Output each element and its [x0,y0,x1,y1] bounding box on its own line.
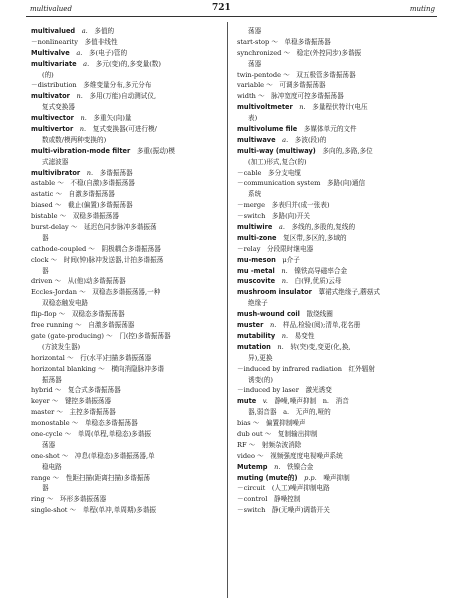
definition-text: 静噪,噪声抑制 n. 消音 [274,397,349,406]
entry-continuation [31,483,227,494]
definition-text: －control 静噪控制 [237,495,301,504]
entry-continuation [237,353,437,364]
sub-entry [31,287,227,298]
dictionary-entry [237,124,437,135]
definition-text: (的) [42,70,54,79]
entry-continuation [31,135,227,146]
definition-text: gate (gate-producing) ～ 门(控)多谐振荡器 [31,331,171,340]
definition-text: －induced by laser 激光诱变 [237,386,332,395]
definition-text: 多谐振荡器 [99,168,133,177]
sub-entry [31,189,227,200]
part-of-speech: n. [80,114,87,123]
definition-text: bias ～ 偏置抑制噪声 [237,419,306,428]
dictionary-entry [237,276,437,287]
sub-entry [237,48,437,59]
dictionary-entry [237,222,437,233]
running-head-left: multivalued [30,5,72,13]
definition-text: 镍铁高导磁率合金 [294,266,348,275]
headword: multi-zone [237,233,277,242]
part-of-speech: n. [76,92,83,101]
dictionary-entry [237,287,437,298]
page-header [0,0,449,18]
sub-entry [31,80,227,91]
sub-entry [237,505,437,516]
definition-text: keyer ～ 键控多谐振荡器 [31,397,112,406]
definition-text: variable ～ 可调多谐振荡器 [237,81,326,90]
definition-text: 蕈裙式绝缘子,蘑菇式 [318,288,380,297]
sub-entry [31,385,227,396]
definition-text: 荡器 [248,59,262,68]
definition-text: －merge 多表归并(成一张表) [237,201,330,210]
definition-text: 器 [42,266,49,275]
sub-entry [31,505,227,516]
definition-text: burst-delay ～ 延迟色同步脉冲多谐振荡 [31,223,157,232]
definition-text: 复式变换器 [42,103,75,112]
sub-entry [31,320,227,331]
definition-text: start-stop ～ 单稳多谐振荡器 [237,37,331,46]
definition-text: 振荡器 [42,375,62,384]
definition-text: 式滤波器 [42,157,69,166]
part-of-speech: n. [269,321,277,330]
definition-text: clock ～ 时间(钟)脉冲发送器,计拍多谐振荡 [31,255,164,264]
definition-text: monostable ～ 单稳态多谐振荡器 [31,419,138,428]
dictionary-entry [237,135,437,146]
entry-continuation [237,113,437,124]
sub-entry [237,211,437,222]
definition-text: 白(钾,优质)云母 [294,277,342,286]
sub-entry [31,396,227,407]
headword: multivector [31,114,74,123]
entry-continuation [237,375,437,386]
definition-text: 复式变换器(可进行模/ [92,125,157,134]
headword: multivolume file [237,125,298,134]
definition-text: 易变性 [294,331,315,340]
definition-text: master ～ 主控多谐振荡器 [31,408,116,417]
dictionary-entry [31,168,227,179]
definition-text: biased ～ 截止(偏置)多谐振荡器 [31,201,133,210]
entry-continuation [31,266,227,277]
headword: multiwire [237,223,273,232]
part-of-speech: p.p. [304,473,317,482]
definition-text: 多元(变)的,多变量(数) [95,59,161,68]
sub-entry [31,451,227,462]
headword: multivalued [31,27,76,35]
definition-text: 多媒体单元的文件 [303,125,357,134]
sub-entry [31,200,227,211]
headword: multivertor [31,125,74,134]
definition-text: μ介子 [282,255,300,264]
headword: mute [237,397,257,406]
sub-entry [31,407,227,418]
entry-continuation [31,462,227,473]
headword: mutation [237,342,271,351]
headword: multivator [31,92,70,101]
sub-entry [237,70,437,81]
definition-text: －induced by infrared radiation 红外辐射 [237,364,375,373]
sub-entry [237,91,437,102]
definition-text: (方波发生器) [42,342,81,351]
sub-entry [31,222,227,233]
sub-entry [31,276,227,287]
dictionary-entry [237,473,437,484]
definition-text: 多重(振动)模 [136,146,175,155]
part-of-speech: a. [81,27,88,35]
headword: multivoltmeter [237,103,293,112]
part-of-speech: n. [281,266,288,275]
part-of-speech: v. [262,397,268,406]
definition-text: free running ～ 自激多谐振荡器 [31,321,135,330]
definition-text: 表) [248,114,258,123]
entry-continuation [31,70,227,81]
sub-entry [31,309,227,320]
part-of-speech: n. [281,277,289,286]
definition-text: astable ～ 不稳(自激)多谐振荡器 [31,179,135,188]
definition-text: －distribution 多维变量分布,多元分布 [31,81,152,90]
sub-entry [31,255,227,266]
definition-text: 噪声抑制 [323,473,350,482]
definition-text: 多(电子)管的 [88,48,128,57]
dictionary-entry [237,146,437,157]
dictionary-entry [31,91,227,102]
sub-entry [31,429,227,440]
definition-text: 转(突)变,变更(化,换, [290,342,351,351]
definition-text: 荡器 [42,440,56,449]
definition-text: 数或数/模两种变换的) [42,135,107,144]
dictionary-entry [31,113,227,124]
headword: mu -metal [237,266,275,275]
definition-text: dub out ～ 复制输出抑制 [237,429,318,438]
sub-entry [237,80,437,91]
part-of-speech: a. [83,59,90,68]
headword: multi-way (multiway) [237,146,316,155]
headword: multiwave [237,135,276,144]
headword: Mutemp [237,462,268,471]
dictionary-entry [31,59,227,70]
definition-text: Eccles-Jordan ～ 双稳态多谐振荡器,一种 [31,288,161,297]
definition-text: 荡器 [248,27,262,35]
sub-entry [31,244,227,255]
definition-text: single-shot ～ 单程(单冲,单周期)多谐振 [31,506,156,515]
part-of-speech: n. [299,103,306,112]
sub-entry [31,353,227,364]
part-of-speech: a. [76,48,83,57]
entry-continuation [31,298,227,309]
sub-entry [31,473,227,484]
headword: multi-vibration-mode filter [31,146,131,155]
definition-text: －communication system 多路(向)通信 [237,179,366,188]
part-of-speech: n. [79,125,87,134]
part-of-speech: n. [281,331,289,340]
definition-text: 复区带,多区的,多域的 [283,233,347,242]
dictionary-entry [237,320,437,331]
definition-text: one-cycle ～ 单周(单程,单稳态)多谐振 [31,429,151,438]
dictionary-entry [31,48,227,59]
definition-text: hybrid ～ 复合式多谐振荡器 [31,386,121,395]
sub-entry [31,418,227,429]
definition-text: 多用(万能)自动测试仪, [89,92,157,101]
definition-text: (加工)形式,复合(的) [248,157,307,166]
sub-entry [237,494,437,505]
definition-text: width ～ 脉冲宽度可控多谐振荡器 [237,92,344,101]
definition-text: 多向的,多路,多位 [322,146,373,155]
entry-continuation [237,189,437,200]
headword: multivibrator [31,168,81,177]
sub-entry [237,440,437,451]
sub-entry [237,200,437,211]
definition-text: ring ～ 环形多谐振荡器 [31,495,107,504]
definition-text: －nonlinearity 多值非线性 [31,37,118,46]
entry-continuation [31,342,227,353]
dictionary-entry [237,331,437,342]
dictionary-entry [31,124,227,135]
entry-continuation [31,102,227,113]
column-divider [227,22,228,598]
header-rule [26,16,437,17]
definition-text: driven ～ 从(他)动多谐振荡器 [31,277,126,286]
definition-text: 系统 [248,190,262,199]
definition-text: 绝缘子 [248,299,268,308]
definition-text: 诱变(的) [248,375,273,384]
sub-entry [31,331,227,342]
sub-entry [31,494,227,505]
running-head-right: muting [409,5,435,13]
right-column [237,26,437,516]
definition-text: －relay 分段限时继电器 [237,244,314,253]
entry-continuation [237,298,437,309]
dictionary-entry [237,462,437,473]
definition-text: bistable ～ 双稳多谐振荡器 [31,212,119,221]
dictionary-entry [237,266,437,277]
sub-entry [31,37,227,48]
headword: muscovite [237,277,276,286]
part-of-speech: n. [274,462,281,471]
definition-text: 稳电路 [42,462,62,471]
sub-entry [237,385,437,396]
entry-continuation [31,157,227,168]
definition-text: RF ～ 射频杂波消除 [237,440,302,449]
entry-continuation [31,375,227,386]
dictionary-entry [237,255,437,266]
definition-text: 多线的,多股的,复线的 [291,223,356,232]
headword: multivariate [31,59,77,68]
definition-text: 异),更换 [248,353,273,362]
definition-text: 器 [42,484,49,493]
definition-text: －switch 静(无噪声)调谐开关 [237,506,330,515]
sub-entry [237,37,437,48]
part-of-speech: n. [86,168,94,177]
definition-text: 器 [42,233,49,242]
headword: mutability [237,331,276,340]
dictionary-entry [31,146,227,157]
definition-text: synchronized ～ 稳定(外控同步)多谐振 [237,48,362,57]
definition-text: range ～ 性距扫描(距离扫描)多谐振荡 [31,473,151,482]
headword: muting (mute的) [237,473,298,482]
sub-entry [237,418,437,429]
sub-entry [237,483,437,494]
dictionary-entry [237,102,437,113]
definition-text: 多波(段)的 [294,135,327,144]
dictionary-entry [237,396,437,407]
sub-entry [237,364,437,375]
definition-text: 器,弱音器 a. 无声的,哑的 [248,408,331,417]
dictionary-entry [237,342,437,353]
sub-entry [31,211,227,222]
dictionary-entry [237,309,437,320]
definition-text: 铁镍合金 [287,462,314,471]
definition-text: horizontal blanking ～ 横向消隐脉冲多谐 [31,364,165,373]
definition-text: 样品,检验(阅);清单,花名册 [282,321,361,330]
definition-text: flip-flop ～ 双稳态多谐振荡器 [31,310,125,319]
definition-text: －circuit (人工)噪声抑制电路 [237,484,330,493]
sub-entry [237,451,437,462]
sub-entry [237,429,437,440]
definition-text: 多量程伏特计(电压 [312,103,368,112]
entry-continuation [237,407,437,418]
entry-continuation [237,157,437,168]
entry-continuation [237,59,437,70]
headword: muster [237,321,264,330]
definition-text: one-shot ～ 冲息(单稳态)多谐振荡器,单 [31,451,155,460]
definition-text: 多重矢(向)量 [93,114,132,123]
definition-text: 双稳态触发电路 [42,299,89,308]
definition-text: astatic ～ 自激多谐振荡器 [31,190,115,199]
left-column [31,26,227,516]
definition-text: twin-pentode ～ 双五极管多谐振荡器 [237,70,356,79]
page-number: 721 [212,3,231,13]
dictionary-entry [237,233,437,244]
headword: mu-meson [237,255,276,264]
entry-continuation [31,233,227,244]
headword: Multivalve [31,48,70,57]
definition-text: 散绕线圈 [306,310,333,319]
definition-text: 多值的 [94,27,115,35]
headword: mushroom insulator [237,288,312,297]
sub-entry [237,168,437,179]
headword: mush-wound coil [237,310,300,319]
sub-entry [237,244,437,255]
definition-text: －switch 多路(向)开关 [237,212,311,221]
entry-continuation [31,440,227,451]
definition-text: horizontal ～ 行(水平)扫描多谐振荡器 [31,353,152,362]
entry-continuation [237,26,437,37]
sub-entry [31,364,227,375]
definition-text: －cable 多分支电缆 [237,168,302,177]
dictionary-entry [31,26,227,37]
part-of-speech: n. [277,342,284,351]
sub-entry [31,178,227,189]
part-of-speech: a. [278,223,285,232]
part-of-speech: a. [282,135,289,144]
definition-text: cathode-coupled ～ 阴极耦合多谐振荡器 [31,244,161,253]
sub-entry [237,178,437,189]
definition-text: video ～ 视频强度度电视噪声系统 [237,451,343,460]
